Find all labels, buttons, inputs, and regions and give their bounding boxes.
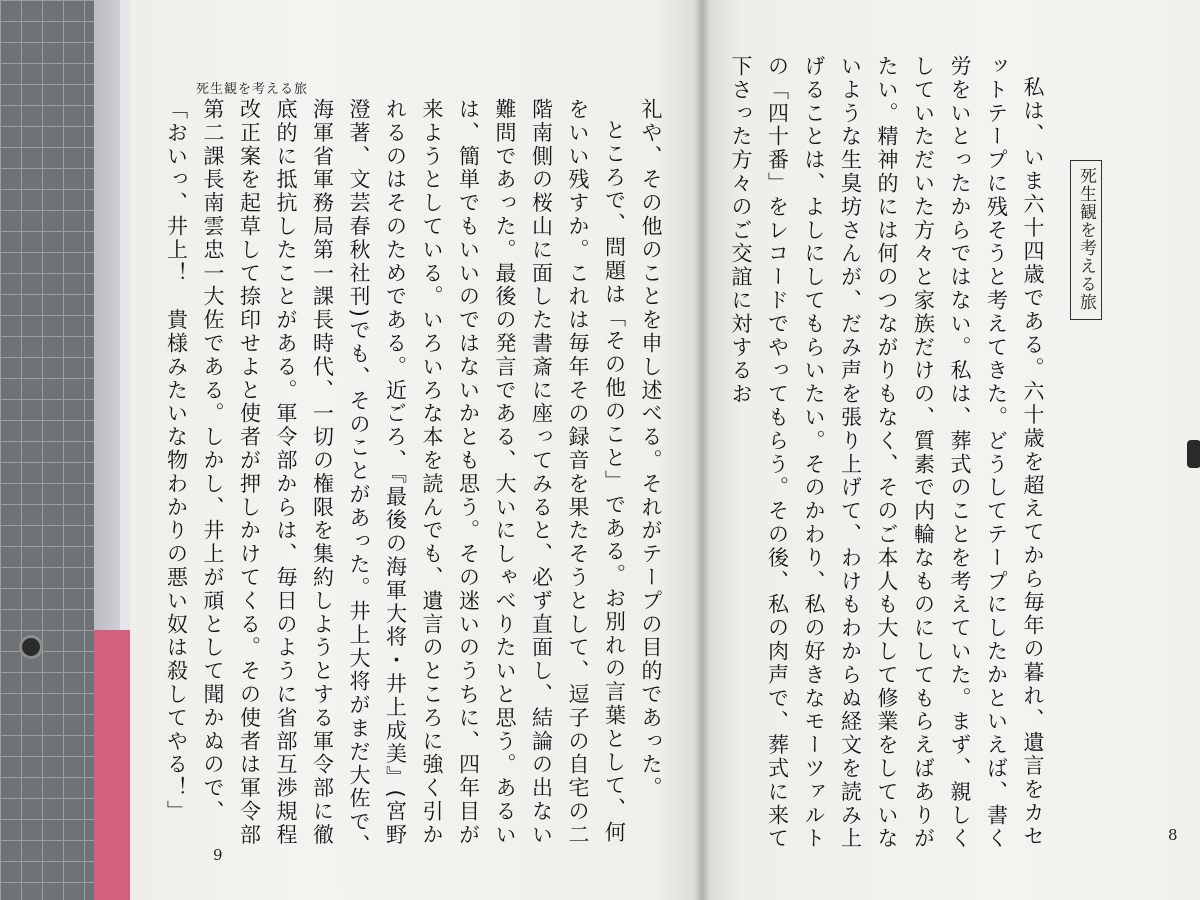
book-cover-pink-band [94, 630, 134, 900]
book-gutter [694, 0, 710, 900]
body-paragraph: 私は、いま六十四歳である。六十歳を超えてから毎年の暮れ、遺言をカセットテープに残そうと考えてきた。どうしてテープにしたかといえば、書く労をいとったからではない。私は、葬式のことを考えていた。まず、親しくしていただいた方々と家族だけの、質素で内輪なものにしてもらえばありがたい。精神的には何のつながりもなく、そのご本人も大して修業をしていないような生臭坊さんが、だみ声を張り上げて、わけもわからぬ経文を読み上げることは、よしにしてもらいたい。そのかわり、私の好きなモーツァルトの「四十番」をレコードでやってもらう。その後、私の肉声で、葬式に来て下さった方々のご交誼に対するお [729, 55, 1045, 851]
left-page-body [164, 98, 669, 858]
right-page-number: 8 [1168, 826, 1178, 844]
left-page-number: 9 [213, 846, 223, 864]
mat-hole [22, 638, 40, 656]
left-running-header: 死生観を考える旅 [196, 82, 309, 97]
body-paragraph: 礼や、その他のことを申し述べる。それがテープの目的であった。 [639, 98, 663, 800]
right-page-body [729, 55, 1051, 855]
clip-edge [1187, 440, 1200, 468]
body-paragraph: ところで、問題は「その他のこと」である。お別れの言葉として、何をいい残すか。これは毎年その録音を果たそうとして、逗子の自宅の二階南側の桜山に面した書斎に座ってみると、必ず直面し、結論の出ない難問であった。最後の発言である、大いにしゃべりたいと思う。あるいは、簡単でもいいのではないかとも思う。その迷いのうちに、四年目が来ようとしている。いろいろな本を読んでも、遺言のところに強く引かれるのはそのためである。近ごろ、『最後の海軍大将・井上成美』(宮野澄著、文芸春秋社刊)でも、そのことがあった。井上大将がまだ大佐で、海軍省軍務局第一課長時代、一切の権限を集約しようとする軍令部に徹底的に抵抗したことがある。軍令部からは、毎日のように省部互渉規程改正案を起草して捺印せよと使者が押しかけてくる。その使者は軍令部第二課長南雲忠一大佐である。しかし、井上が頑として聞かぬので、 [201, 98, 627, 858]
body-paragraph: 「おいっ、井上！ 貴様みたいな物わかりの悪い奴は殺してやる！」 [164, 98, 189, 824]
right-running-header: 死生観を考える旅 [1070, 160, 1102, 320]
